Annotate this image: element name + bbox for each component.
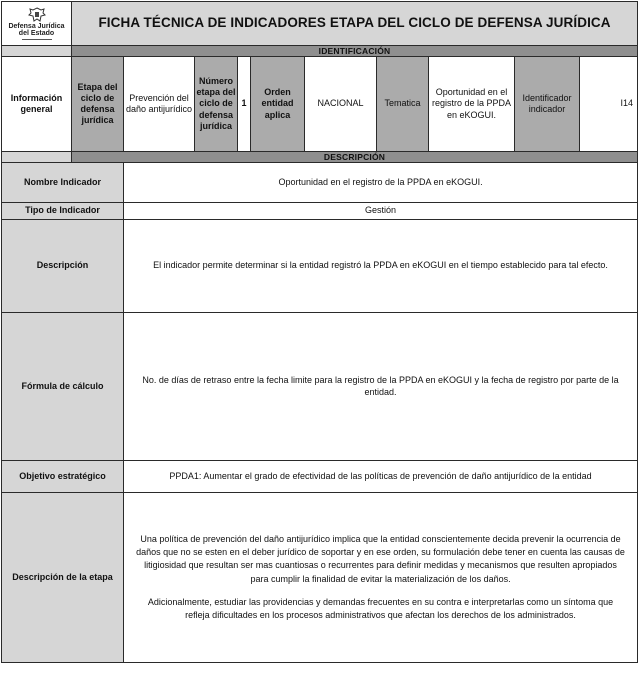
orden-value: NACIONAL	[305, 57, 377, 152]
nombre-indicador-label: Nombre Indicador	[2, 163, 124, 203]
objetivo-label: Objetivo estratégico	[2, 461, 124, 493]
logo-divider	[22, 39, 52, 40]
orden-label: Orden entidad aplica	[251, 57, 305, 152]
band-spacer	[2, 46, 72, 57]
tematica-value: Oportunidad en el registro de la PPDA en eKOGUI.	[429, 57, 515, 152]
indicator-sheet	[1, 1, 637, 676]
indicator-table	[1, 1, 638, 663]
formula-value: No. de días de retraso entre la fecha limite para la registro de la PPDA en eKOGUI y la fecha de registro por parte de la entidad.	[124, 313, 638, 461]
nombre-indicador-value: Oportunidad en el registro de la PPDA en eKOGUI.	[124, 163, 638, 203]
numero-etapa-label: Número etapa del ciclo de defensa jurídica	[195, 57, 238, 152]
etapa-descripcion-paragraph-2: Adicionalmente, estudiar las providencias y demandas frecuentes en su contra e interpretarlas como un síntoma que refleja dificultades en los procesos administrativos que afectan los derechos de los administrados.	[147, 596, 614, 620]
coat-of-arms-icon	[28, 7, 46, 23]
logo-line-1: Defensa Jurídica	[8, 22, 65, 30]
numero-etapa-value: 1	[238, 57, 251, 152]
band-spacer-2	[2, 152, 72, 163]
etapa-descripcion-label: Descripción de la etapa	[2, 493, 124, 663]
descripcion-value: El indicador permite determinar si la entidad registró la PPDA en eKOGUI en el tiempo establecido para tal efecto.	[124, 220, 638, 313]
tipo-indicador-label: Tipo de Indicador	[2, 203, 124, 220]
etapa-label: Etapa del ciclo de defensa jurídica	[72, 57, 124, 152]
section-descripcion: DESCRIPCIÓN	[72, 152, 638, 163]
etapa-descripcion-value	[124, 493, 638, 663]
identificador-label: Identificador indicador	[515, 57, 580, 152]
etapa-descripcion-paragraph-1: Una política de prevención del daño antijurídico implica que la entidad conscientemente decida prevenir la ocurrencia de daños que no se esten en el deber jurídico de soportar y en ese orden, su formulación debe tener en cuenta las causas de litigiosidad que resultan ser mas cuantiosas o recurrentes para definir medidas y mecanismos que resulten apropiados para cumplir la finalidad de evitar la materialización de los daños.	[136, 534, 625, 584]
logo	[2, 2, 72, 46]
logo-line-2: del Estado	[18, 30, 55, 37]
descripcion-label: Descripción	[2, 220, 124, 313]
section-identificacion: IDENTIFICACIÓN	[72, 46, 638, 57]
objetivo-value: PPDA1: Aumentar el grado de efectividad de las políticas de prevención de daño antijurídico de la entidad	[124, 461, 638, 493]
tematica-label: Tematica	[377, 57, 429, 152]
formula-label: Fórmula de cálculo	[2, 313, 124, 461]
info-general-label: Información general	[2, 57, 72, 152]
etapa-value: Prevención del daño antijurídico	[124, 57, 195, 152]
sheet-title: FICHA TÉCNICA DE INDICADORES ETAPA DEL CICLO DE DEFENSA JURÍDICA	[72, 2, 638, 46]
tipo-indicador-value: Gestión	[124, 203, 638, 220]
identificador-value: I14	[580, 57, 638, 152]
